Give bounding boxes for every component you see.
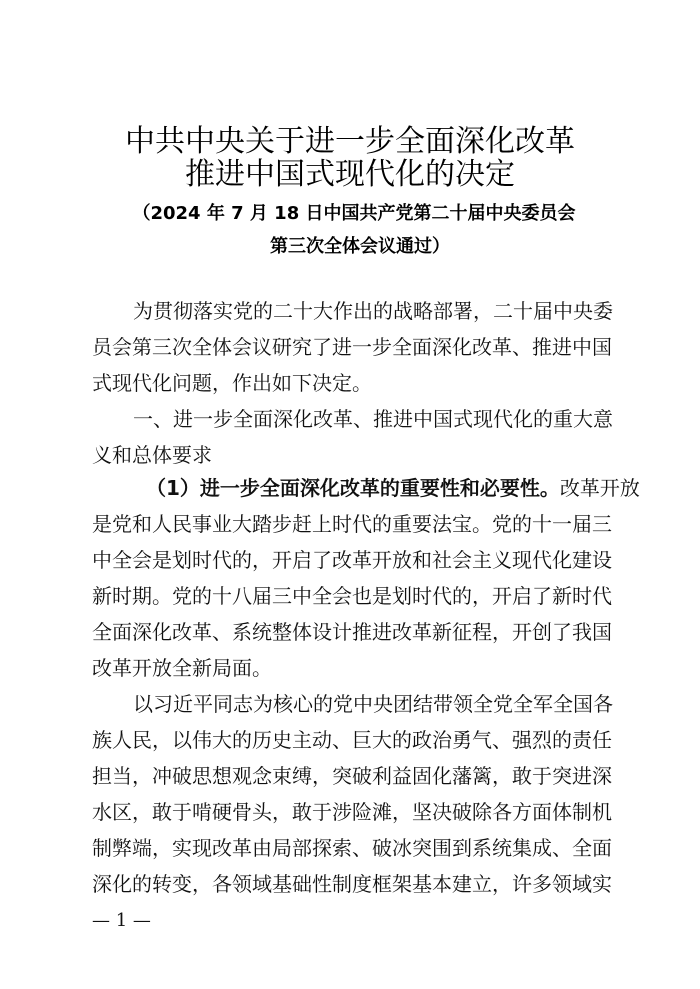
page-number: — 1 — (92, 910, 151, 931)
paragraph-3-line-1: 以习近平同志为核心的党中央团结带领全党全军全国各 (133, 692, 613, 716)
paragraph-3-line-2: 族人民，以伟大的历史主动、巨大的政治勇气、强烈的责任 (92, 728, 612, 752)
paragraph-2-line-1 (146, 476, 640, 500)
paragraph-2-line-2: 是党和人民事业大踏步赶上时代的重要法宝。党的十一届三 (92, 512, 612, 536)
paragraph-2-line-6: 改革开放全新局面。 (92, 656, 272, 680)
paragraph-2-first-line-rest: 改革开放 (559, 476, 640, 500)
paragraph-1-line-2: 员会第三次全体会议研究了进一步全面深化改革、推进中国 (92, 335, 612, 359)
document-title-line-1: 中共中央关于进一步全面深化改革 (125, 124, 575, 159)
paragraph-2-line-3: 中全会是划时代的，开启了改革开放和社会主义现代化建设 (92, 548, 612, 572)
document-subtitle-line-2: 第三次全体会议通过） (270, 236, 450, 257)
document-subtitle-line-1: （2024 年 7 月 18 日中国共产党第二十届中央委员会 (132, 203, 576, 224)
paragraph-3-line-6: 深化的转变，各领域基础性制度框架基本建立，许多领域实 (92, 872, 612, 896)
paragraph-3-line-5: 制弊端，实现改革由局部探索、破冰突围到系统集成、全面 (92, 836, 612, 860)
paragraph-2-line-4: 新时期。党的十八届三中全会也是划时代的，开启了新时代 (92, 584, 612, 608)
paragraph-3-line-4: 水区，敢于啃硬骨头，敢于涉险滩，坚决破除各方面体制机 (92, 800, 612, 824)
paragraph-2-bold-heading: （1）进一步全面深化改革的重要性和必要性。 (146, 476, 560, 500)
section-1-heading-line-2: 义和总体要求 (92, 443, 212, 467)
paragraph-2-line-5: 全面深化改革、系统整体设计推进改革新征程，开创了我国 (92, 620, 612, 644)
document-title-line-2: 推进中国式现代化的决定 (185, 157, 515, 192)
section-1-heading-line-1: 一、进一步全面深化改革、推进中国式现代化的重大意 (133, 407, 613, 431)
paragraph-1-line-1: 为贯彻落实党的二十大作出的战略部署，二十届中央委 (133, 299, 613, 323)
paragraph-3-line-3: 担当，冲破思想观念束缚，突破利益固化藩篱，敢于突进深 (92, 764, 612, 788)
paragraph-1-line-3: 式现代化问题，作出如下决定。 (92, 371, 372, 395)
